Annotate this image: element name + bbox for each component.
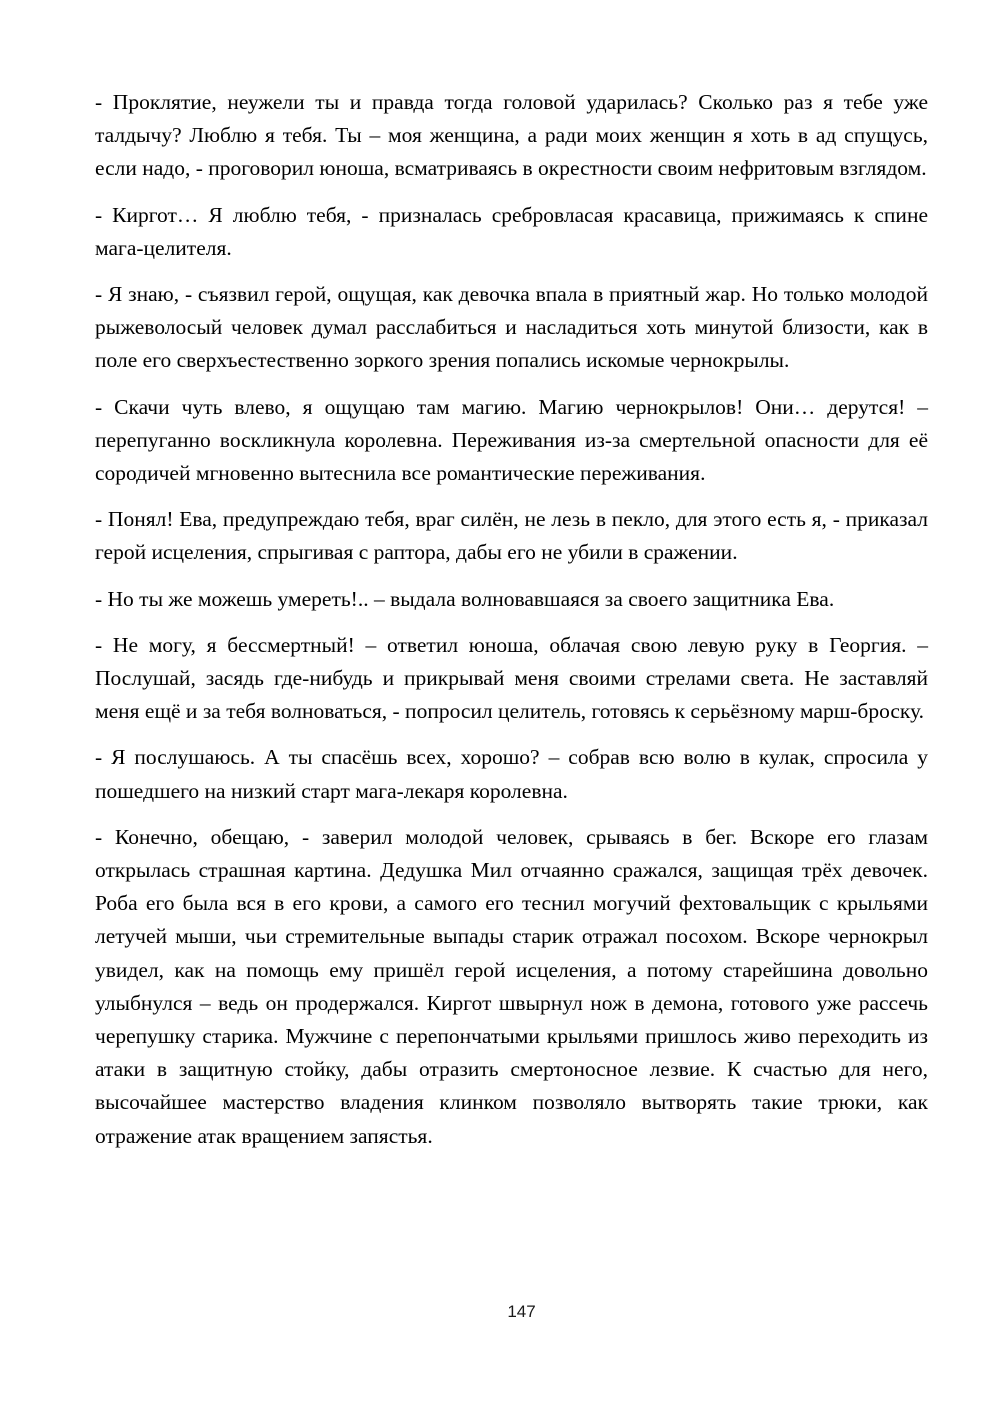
paragraph: - Проклятие, неужели ты и правда тогда головой ударилась? Сколько раз я тебе уже талдычу? Люблю я тебя. Ты – моя женщина, а ради моих женщин я хоть в ад спущусь, если надо, - проговорил юноша, всматриваясь в окрестности своим нефритовым взглядом. — [95, 90, 928, 181]
text-block — [95, 86, 928, 1166]
paragraph: - Понял! Ева, предупреждаю тебя, враг силён, не лезь в пекло, для этого есть я, - приказал герой исцеления, спрыгивая с раптора, дабы его не убили в сражении. — [95, 507, 928, 565]
paragraph: - Киргот… Я люблю тебя, - призналась сребровласая красавица, прижимаясь к спине мага-целителя. — [95, 202, 928, 260]
paragraph: - Скачи чуть влево, я ощущаю там магию. Магию чернокрылов! Они… дерутся! – перепуганно воскликнула королевна. Переживания из-за смертельной опасности для её сородичей мгновенно вытеснила все романтические переживания. — [95, 394, 928, 486]
page-number: 147 — [507, 1302, 536, 1321]
paragraph: - Конечно, обещаю, - заверил молодой человек, срываясь в бег. Вскоре его глазам открылась страшная картина. Дедушка Мил отчаянно сражался, защищая трёх девочек. Роба его была вся в его крови, а самого его теснил могучий фехтовальщик с крыльями летучей мыши, чьи стремительные выпады старик отражал посохом. Вскоре чернокрыл увидел, как на помощь ему пришёл герой исцеления, а потому старейшина довольно улыбнулся – ведь он продержался. Киргот швырнул нож в демона, готового уже рассечь черепушку старика. Мужчине с перепончатыми крыльями пришлось живо переходить из атаки в защитную стойку, дабы отразить смертоносное лезвие. К счастью для него, высочайшее мастерство владения клинком позволяло вытворять такие трюки, как отражение атак вращением запястья. — [95, 824, 928, 1148]
paragraph: - Но ты же можешь умереть!.. – выдала волновавшаяся за своего защитника Ева. — [95, 586, 835, 611]
paragraph: - Не могу, я бессмертный! – ответил юноша, облачая свою левую руку в Георгия. – Послушай, засядь где-нибудь и прикрывай меня своими стрелами света. Не заставляй меня ещё и за тебя волноваться, - попросил целитель, готовясь к серьёзному марш-броску. — [95, 632, 928, 724]
paragraph: - Я знаю, - съязвил герой, ощущая, как девочка впала в приятный жар. Но только молодой рыжеволосый человек думал расслабиться и насладиться хоть минутой близости, как в поле его сверхъестественно зоркого зрения попались искомые чернокрылы. — [95, 282, 928, 373]
paragraph: - Я послушаюсь. А ты спасёшь всех, хорошо? – собрав всю волю в кулак, спросила у пошедшего на низкий старт мага-лекаря королевна. — [95, 745, 928, 803]
